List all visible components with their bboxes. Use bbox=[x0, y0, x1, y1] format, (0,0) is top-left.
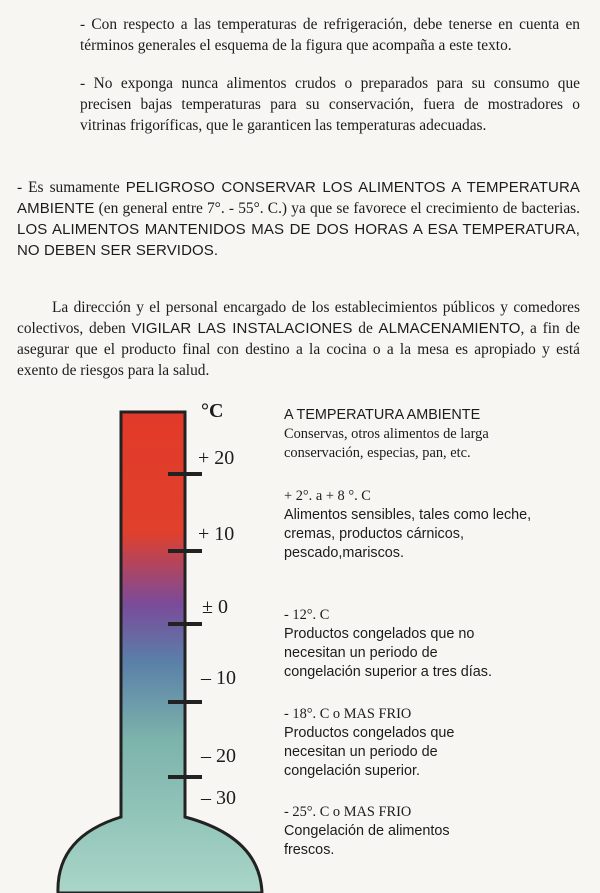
legend-minus-18 bbox=[284, 705, 594, 781]
legend-minus-12 bbox=[284, 606, 594, 682]
danger-intro-text: - Es sumamente bbox=[17, 179, 126, 196]
scale-label-plus-20: + 20 bbox=[198, 447, 235, 469]
danger-range-text: (en general entre 7°. - 55°. C.) ya que se favorece el crecimiento de bacterias. bbox=[94, 200, 580, 217]
paragraph-storage-supervision bbox=[17, 297, 580, 381]
scale-label-zero: ± 0 bbox=[202, 596, 228, 618]
unit-label: °C bbox=[201, 400, 224, 422]
storage-caps-text: ALMACENAMIENTO bbox=[378, 320, 521, 337]
legend-minus-18-text: Productos congelados que necesitan un periodo de congelación superior. bbox=[284, 725, 455, 779]
danger-caps-text: PELIGROSO CONSERVAR LOS ALIMENTOS A TEMPERATURA AMBIENTE bbox=[17, 179, 581, 217]
legend-minus-25-text: Congelación de alimentos frescos. bbox=[284, 823, 450, 858]
paragraph-room-temperature-danger bbox=[17, 177, 580, 261]
scale-label-minus-20: – 20 bbox=[201, 745, 236, 767]
paragraph-display-warning: - No exponga nunca alimentos crudos o preparados para su consumo que precisen bajas temperaturas para su conservación, fuera de mostradores o vitrinas frigoríficas, que le garanticen las temperaturas adecuadas. bbox=[80, 75, 580, 134]
legend-ambient-head: A TEMPERATURA AMBIENTE bbox=[284, 407, 481, 423]
legend-minus-18-head: - 18°. C o MAS FRIO bbox=[284, 706, 412, 722]
legend-ambient bbox=[284, 406, 594, 463]
danger-two-hours-text: LOS ALIMENTOS MANTENIDOS MAS DE DOS HORAS A ESA TEMPERATURA, NO DEBEN SER SERVIDOS. bbox=[17, 221, 580, 259]
scale-label-minus-10: – 10 bbox=[201, 667, 236, 689]
legend-minus-12-text: Productos congelados que no necesitan un periodo de congelación superior a tres días. bbox=[284, 626, 492, 680]
paragraph-refrigeration-note: - Con respecto a las temperaturas de refrigeración, debe tenerse en cuenta en términos generales el esquema de la figura que acompaña a este texto. bbox=[80, 16, 580, 54]
legend-minus-25 bbox=[284, 803, 594, 860]
scale-label-plus-10: + 10 bbox=[198, 523, 235, 545]
legend-refrigerated bbox=[284, 487, 594, 563]
thermometer-tube bbox=[58, 412, 262, 893]
legend-ambient-text: Conservas, otros alimentos de larga conservación, especias, pan, etc. bbox=[284, 426, 489, 461]
supervision-intro-text: La dirección y el personal encargado de los establecimientos públicos y comedores colectivos, deben bbox=[17, 299, 580, 337]
legend-refrigerated-head: + 2°. a + 8 °. C bbox=[284, 488, 371, 504]
legend-minus-12-head: - 12°. C bbox=[284, 607, 330, 623]
supervision-rest-text: , a fin de asegurar que el producto final con destino a la cocina o a la mesa es apropiado y está exento de riesgos para la salud. bbox=[17, 320, 580, 379]
supervision-caps-text: VIGILAR LAS INSTALACIONES bbox=[131, 320, 353, 337]
supervision-connector-text: de bbox=[352, 320, 379, 337]
legend-minus-25-head: - 25°. C o MAS FRIO bbox=[284, 804, 412, 820]
scale-label-minus-30: – 30 bbox=[201, 787, 236, 809]
legend-refrigerated-text: Alimentos sensibles, tales como leche, cremas, productos cárnicos, pescado,mariscos. bbox=[284, 507, 532, 561]
